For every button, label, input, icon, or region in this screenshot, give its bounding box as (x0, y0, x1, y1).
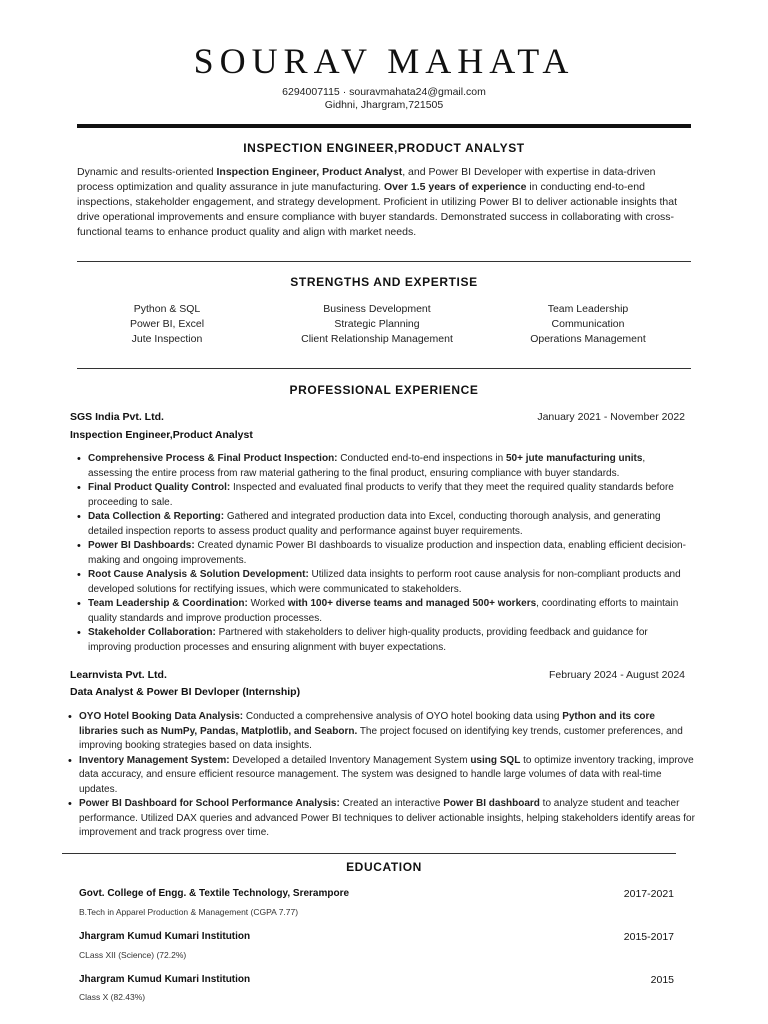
job-dates: February 2024 - August 2024 (548, 669, 685, 681)
school-name: Jhargram Kumud Kumari Institution (79, 931, 251, 942)
education-years: 2015 (650, 974, 674, 986)
divider (62, 853, 676, 854)
skills-column-1 (97, 302, 237, 347)
experience-title: PROFESSIONAL EXPERIENCE (289, 383, 479, 397)
education-title: EDUCATION (346, 860, 422, 874)
company-name: Learnvista Pvt. Ltd. (70, 669, 167, 681)
skill-item: Communication (551, 318, 625, 330)
strengths-title: STRENGTHS AND EXPERTISE (290, 275, 478, 289)
list-item: • Team Leadership & Coordination: Worked with 100+ diverse teams and managed 500+ workers, coordinating efforts to maintain quality standards and improve production processes. (74, 597, 686, 626)
list-item: • Data Collection & Reporting: Gathered and integrated production data into Excel, conducting thorough analysis, and generating detailed inspection reports to assess product quality and performance against buyer requirements. (74, 510, 686, 539)
education-years: 2017-2021 (623, 888, 674, 900)
job-role: Inspection Engineer,Product Analyst (70, 429, 253, 441)
list-item: • Power BI Dashboards: Created dynamic Power BI dashboards to visualize production and inspection data, enabling efficient decision-making and ongoing improvements. (74, 539, 686, 568)
school-name: Govt. College of Engg. & Textile Technology, Srerampore (79, 888, 350, 899)
list-item: • Stakeholder Collaboration: Partnered with stakeholders to deliver high-quality products, providing feedback and guidance for improving production processes and ensuring alignment with buyer expectations. (74, 626, 686, 655)
header-divider (77, 124, 691, 128)
summary-paragraph: Dynamic and results-oriented Inspection Engineer, Product Analyst, and Power BI Developer with expertise in data-driven process optimization and quality assurance in jute manufacturing. Over 1.5 years of experience in conducting end-to-end inspections, stakeholder engagement, and strategy development. Proficient in utilizing Power BI to deliver actionable insights that drive operational improvements and ensure compliance with buyer standards. Demonstrated success in collaborating with cross-functional teams to enhance product quality and align with market needs. (77, 166, 678, 238)
skill-item: Python & SQL (133, 303, 201, 315)
skill-item: Operations Management (530, 333, 646, 345)
candidate-name: SOURAV MAHATA (193, 41, 575, 81)
list-item: • OYO Hotel Booking Data Analysis: Conducted a comprehensive analysis of OYO hotel booking data using Python and its core libraries such as NumPy, Pandas, Matplotlib, and Seaborn. The project focused on identifying key trends, customer preferences, and improving booking strategies based on data insights. (65, 710, 695, 754)
skills-column-3 (513, 302, 663, 347)
contact-address: Gidhni, Jhargram,721505 (324, 99, 444, 111)
job2-bullets (65, 710, 695, 841)
summary-title: INSPECTION ENGINEER,PRODUCT ANALYST (243, 141, 525, 155)
list-item: • Power BI Dashboard for School Performance Analysis: Created an interactive Power BI dashboard to analyze student and teacher performance. Utilized DAX queries and advanced Power BI techniques to deliver actionable insights, helping stakeholders identify areas for improvement and track progress over time. (65, 797, 695, 841)
job-role: Data Analyst & Power BI Devloper (Internship) (70, 686, 301, 698)
skill-item: Team Leadership (547, 303, 629, 315)
company-name: SGS India Pvt. Ltd. (70, 411, 164, 423)
contact-phone-email: 6294007115 · souravmahata24@gmail.com (282, 86, 486, 98)
skills-column-2 (287, 302, 467, 347)
skill-item: Client Relationship Management (301, 333, 453, 345)
skill-item: Business Development (323, 303, 431, 315)
degree-detail: CLass XII (Science) (72.2%) (79, 950, 187, 960)
divider (77, 368, 691, 369)
skill-item: Power BI, Excel (129, 318, 205, 330)
degree-detail: B.Tech in Apparel Production & Management (CGPA 7.77) (79, 907, 299, 917)
list-item: • Inventory Management System: Developed a detailed Inventory Management System using SQL to optimize inventory tracking, improve data accuracy, and ensure efficient resource management. The system was designed to handle large volumes of data with real-time updates. (65, 754, 695, 798)
list-item: • Final Product Quality Control: Inspected and evaluated final products to verify that they meet the required quality standards before proceeding to sale. (74, 481, 686, 510)
divider (77, 261, 691, 262)
job1-bullets (74, 452, 686, 655)
job-dates: January 2021 - November 2022 (537, 411, 685, 423)
education-years: 2015-2017 (623, 931, 674, 943)
degree-detail: Class X (82.43%) (79, 992, 146, 1002)
skill-item: Jute Inspection (131, 333, 203, 345)
list-item: • Root Cause Analysis & Solution Development: Utilized data insights to perform root cause analysis for non-compliant products and developed solutions for rectifying issues, which were communicated to stakeholders. (74, 568, 686, 597)
school-name: Jhargram Kumud Kumari Institution (79, 974, 251, 985)
list-item: • Comprehensive Process & Final Product Inspection: Conducted end-to-end inspections in 50+ jute manufacturing units, assessing the entire process from raw material gathering to the final product, ensuring compliance with buyer standards. (74, 452, 686, 481)
skill-item: Strategic Planning (334, 318, 420, 330)
